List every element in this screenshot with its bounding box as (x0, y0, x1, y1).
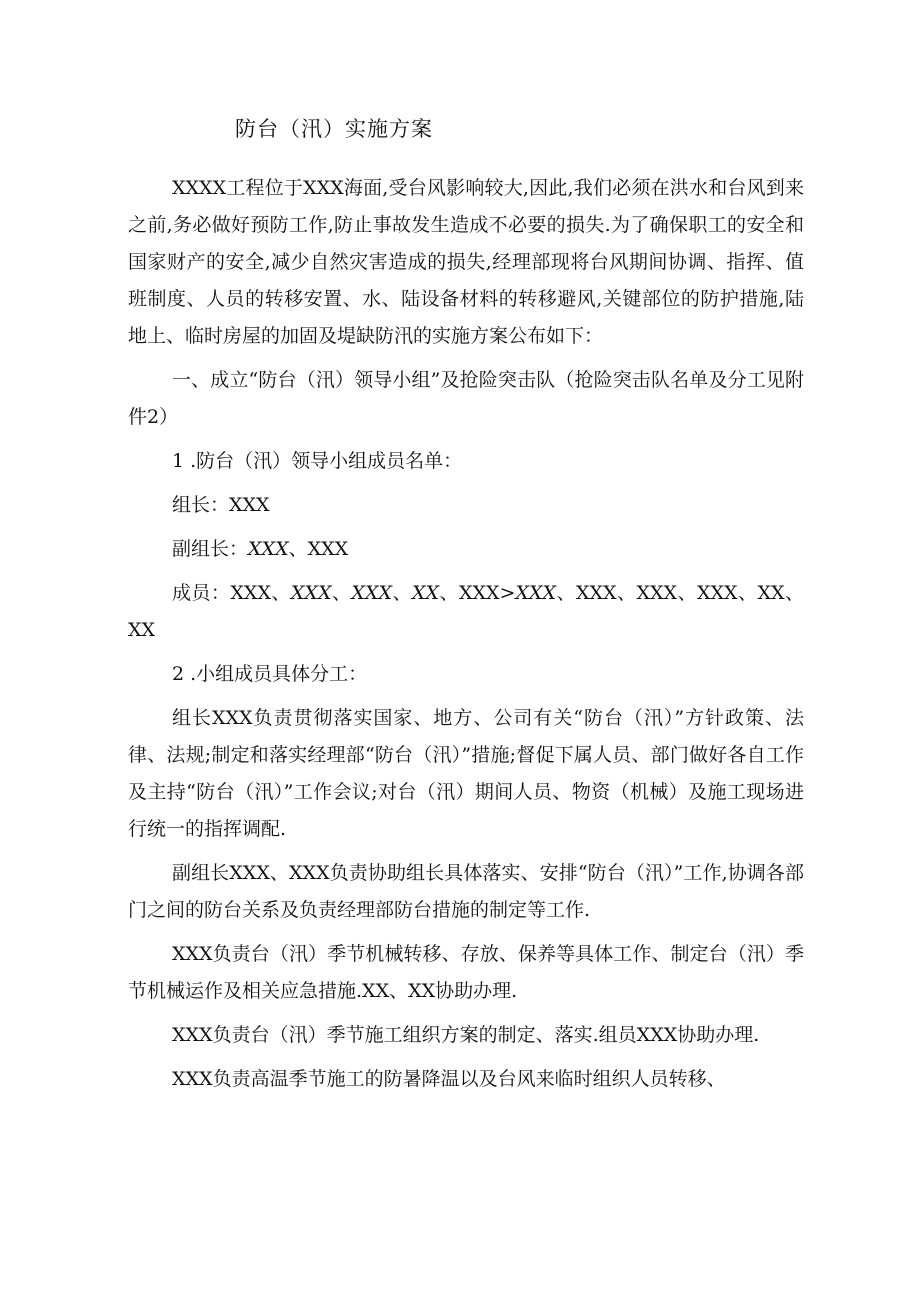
deputy-prefix: 副组长： (172, 538, 249, 560)
member-c: XX (411, 582, 440, 604)
item-1-heading: 1 .防台（汛）领导小组成员名单： (172, 450, 463, 472)
intro-paragraph: XXXX工程位于XXX海面,受台风影响较大,因此,我们必须在洪水和台风到来之前,务必做好预防工作,防止事故发生造成不必要的损失.为了确保职工的安全和国家财产的安全,减少自然灾害造成的损失,经理部现将台风期间协调、指挥、值班制度、人员的转移安置、水、陆设备材料的转移避风,关键部位的防护措施,陆地上、临时房屋的加固及堤缺防汛的实施方案公布如下： (128, 177, 804, 347)
plan-duty-paragraph: XXX负责台（汛）季节施工组织方案的制定、落实.组员XXX协助办理. (172, 1024, 760, 1046)
members-line (128, 575, 804, 649)
deputy-line (128, 531, 804, 568)
item-2-heading: 2 .小组成员具体分工： (172, 663, 368, 685)
document-body (128, 170, 804, 1105)
leader-line: 组长：XXX (172, 494, 270, 516)
members-prefix: 成员：XXX、 (172, 582, 291, 604)
section-1-heading: 一、成立“防台（汛）领导小组”及抢险突击队（抢险突击队名单及分工见附件2） (128, 369, 804, 428)
members-sep-2: 、 (392, 582, 412, 604)
members-sep-1: 、 (331, 582, 352, 604)
deputy-rest: 、XXX (288, 538, 349, 560)
heat-duty-paragraph: XXX负责高温季节施工的防暑降温以及台风来临时组织人员转移、 (172, 1068, 726, 1090)
member-a: XXX (290, 582, 332, 604)
member-d: XXX (515, 582, 557, 604)
deputy-duty-paragraph: 副组长XXX、XXX负责协助组长具体落实、安排“防台（汛）”工作,协调各部门之间的防台关系及负责经理部防台措施的制定等工作. (128, 862, 804, 921)
machinery-duty-paragraph: XXX负责台（汛）季节机械转移、存放、保养等具体工作、制定台（汛）季节机械运作及相关应急措施.XX、XX协助办理. (128, 943, 804, 1002)
deputy-name-a: XXX (248, 538, 289, 560)
members-mid: 、XXX> (439, 582, 516, 604)
member-b: XXX (351, 582, 393, 604)
document-title: 防台（汛）实施方案 (235, 117, 433, 141)
leader-duty-paragraph: 组长XXX负责贯彻落实国家、地方、公司有关“防台（汛）”方针政策、法律、法规;制定和落实经理部“防台（汛）”措施;督促下属人员、部门做好各自工作及主持“防台（汛）”工作会议;对台（汛）期间人员、物资（机械）及施工现场进行统一的指挥调配. (128, 707, 804, 840)
members-rest: 、XXX、XXX、XXX、XX、XX (128, 582, 804, 641)
